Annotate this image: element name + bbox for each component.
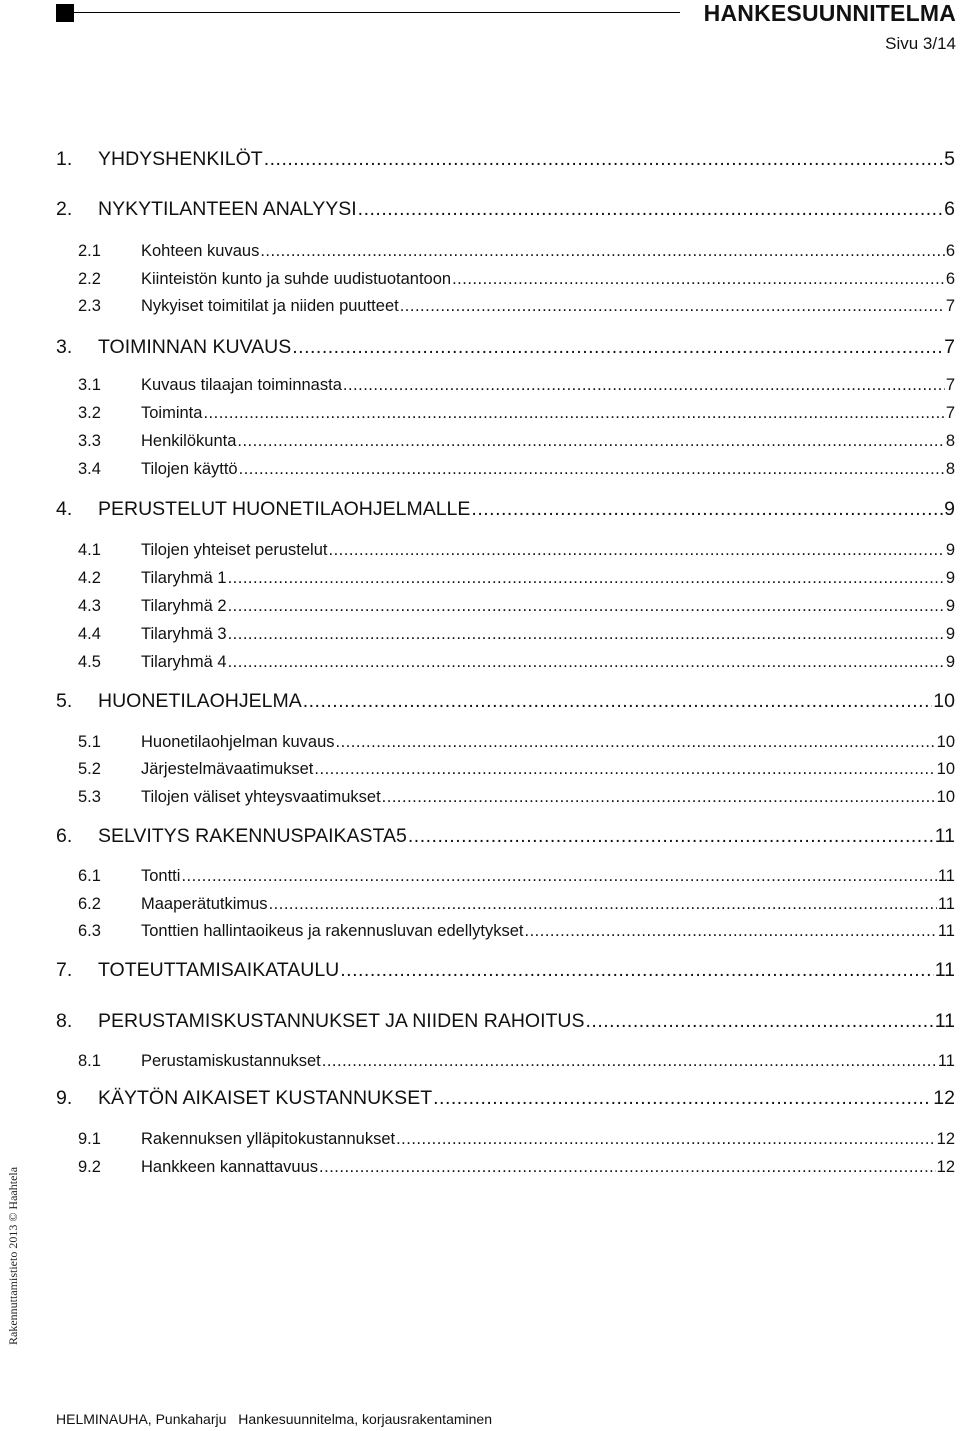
toc-entry-title: Tontti: [141, 867, 181, 885]
toc-entry-title: HUONETILAOHJELMA: [98, 690, 302, 712]
toc-entry-number: 3.: [56, 336, 73, 358]
toc-dot-leader: [314, 760, 935, 779]
toc-entry-number: 8.: [56, 1010, 73, 1032]
toc-entry-number: 9.: [56, 1087, 73, 1109]
toc-dot-leader: [303, 690, 933, 713]
toc-entry-number: 6.: [56, 825, 73, 847]
toc-entry-number: 3.2: [78, 404, 101, 422]
toc-entry-title: Tilojen yhteiset perustelut: [141, 541, 328, 559]
toc-dot-leader: [228, 653, 945, 672]
toc-dot-leader: [452, 270, 945, 289]
toc-dot-leader: [358, 198, 943, 221]
toc-dot-leader: [319, 1158, 936, 1177]
toc-entry[interactable]: [0, 788, 955, 807]
toc-dot-leader: [329, 541, 945, 560]
toc-dot-leader: [264, 148, 943, 171]
toc-dot-leader: [343, 376, 945, 395]
toc-entry[interactable]: [0, 959, 955, 982]
toc-entry-title: Tilaryhmä 4: [141, 653, 227, 671]
toc-entry-page: 9: [945, 625, 955, 643]
toc-entry-number: 5.1: [78, 733, 101, 751]
toc-entry-page: 8: [945, 460, 955, 478]
toc-dot-leader: [203, 404, 944, 423]
toc-entry-page: 10: [936, 760, 955, 778]
toc-entry-page: 9: [945, 653, 955, 671]
toc-entry-page: 7: [945, 297, 955, 315]
toc-entry-title: Tilaryhmä 1: [141, 569, 227, 587]
toc-entry-page: 6: [945, 242, 955, 260]
toc-entry-number: 2.2: [78, 270, 101, 288]
toc-entry-title: TOIMINNAN KUVAUS: [98, 336, 292, 358]
toc-entry-page: 6: [944, 198, 955, 220]
toc-entry[interactable]: [0, 1130, 955, 1149]
toc-entry-page: 12: [936, 1130, 955, 1148]
toc-entry-number: 5.2: [78, 760, 101, 778]
toc-entry-number: 1.: [56, 148, 73, 170]
toc-entry-number: 4.5: [78, 653, 101, 671]
toc-dot-leader: [237, 432, 944, 451]
toc-entry-title: Huonetilaohjelman kuvaus: [141, 733, 335, 751]
toc-entry-title: Tilaryhmä 2: [141, 597, 227, 615]
toc-dot-leader: [228, 597, 945, 616]
toc-entry-title: Tilaryhmä 3: [141, 625, 227, 643]
toc-entry-title: Henkilökunta: [141, 432, 237, 450]
toc-entry[interactable]: [0, 569, 955, 588]
toc-dot-leader: [471, 498, 943, 521]
toc-entry[interactable]: [0, 690, 955, 713]
page-number: Sivu 3/14: [885, 34, 956, 53]
toc-dot-leader: [269, 895, 937, 914]
toc-entry-title: KÄYTÖN AIKAISET KUSTANNUKSET: [98, 1087, 433, 1109]
toc-entry-title: Järjestelmävaatimukset: [141, 760, 314, 778]
footer-document: Hankesuunnitelma, korjausrakentaminen: [238, 1411, 492, 1427]
toc-entry-number: 9.2: [78, 1158, 101, 1176]
toc-entry-page: 11: [934, 1010, 955, 1032]
toc-entry[interactable]: [0, 432, 955, 451]
toc-entry-title: NYKYTILANTEEN ANALYYSI: [98, 198, 357, 220]
toc-entry-number: 9.1: [78, 1130, 101, 1148]
toc-dot-leader: [239, 460, 945, 479]
toc-dot-leader: [382, 788, 936, 807]
toc-entry[interactable]: [0, 867, 955, 886]
toc-dot-leader: [228, 625, 945, 644]
toc-dot-leader: [292, 336, 943, 359]
toc-dot-leader: [228, 569, 945, 588]
toc-entry-page: 9: [945, 569, 955, 587]
toc-entry[interactable]: [0, 597, 955, 616]
toc-entry[interactable]: [0, 404, 955, 423]
toc-entry-number: 3.4: [78, 460, 101, 478]
toc-entry-number: 4.2: [78, 569, 101, 587]
toc-entry[interactable]: [0, 1010, 955, 1033]
toc-entry-page: 11: [937, 922, 955, 940]
toc-entry-page: 11: [937, 1052, 955, 1070]
toc-entry-page: 6: [945, 270, 955, 288]
toc-entry-title: TOTEUTTAMISAIKATAULU: [98, 959, 340, 981]
toc-entry-number: 7.: [56, 959, 73, 981]
toc-dot-leader: [260, 242, 944, 261]
toc-dot-leader: [340, 959, 934, 982]
toc-entry-number: 3.1: [78, 376, 101, 394]
toc-entry-title: Kuvaus tilaajan toiminnasta: [141, 376, 342, 394]
toc-entry-number: 6.2: [78, 895, 101, 913]
toc-entry-number: 6.1: [78, 867, 101, 885]
toc-entry[interactable]: [0, 825, 955, 848]
toc-entry-page: 7: [945, 376, 955, 394]
toc-entry-title: Maaperätutkimus: [141, 895, 268, 913]
toc-entry-page: 9: [944, 498, 955, 520]
toc-entry-title: Hankkeen kannattavuus: [141, 1158, 319, 1176]
toc-entry-title: Tilojen käyttö: [141, 460, 238, 478]
toc-entry-page: 12: [933, 1087, 955, 1109]
toc-entry[interactable]: [0, 541, 955, 560]
toc-entry-page: 7: [945, 404, 955, 422]
toc-entry-page: 10: [936, 788, 955, 806]
toc-entry[interactable]: [0, 895, 955, 914]
toc-entry[interactable]: [0, 1087, 955, 1110]
toc-entry[interactable]: [0, 242, 955, 261]
toc-entry[interactable]: [0, 760, 955, 779]
toc-dot-leader: [408, 825, 934, 848]
toc-entry-title: Perustamiskustannukset: [141, 1052, 321, 1070]
toc-entry-page: 10: [933, 690, 955, 712]
toc-entry-page: 11: [934, 825, 955, 847]
toc-entry-number: 2.1: [78, 242, 101, 260]
toc-entry-title: Rakennuksen ylläpitokustannukset: [141, 1130, 396, 1148]
toc-entry[interactable]: [0, 1052, 955, 1071]
toc-entry[interactable]: [0, 922, 955, 941]
toc-entry-number: 8.1: [78, 1052, 101, 1070]
toc-entry-title: Toiminta: [141, 404, 203, 422]
toc-entry[interactable]: [0, 297, 955, 316]
toc-dot-leader: [181, 867, 936, 886]
header-title: HANKESUUNNITELMA: [703, 0, 956, 26]
toc-entry-title: Tonttien hallintaoikeus ja rakennusluvan edellytykset: [141, 922, 524, 940]
toc-entry-page: 10: [936, 733, 955, 751]
toc-entry-number: 2.: [56, 198, 73, 220]
toc-entry-title: Kiinteistön kunto ja suhde uudistuotantoon: [141, 270, 452, 288]
toc-entry[interactable]: [0, 460, 955, 479]
toc-entry-page: 11: [937, 867, 955, 885]
toc-entry-page: 8: [945, 432, 955, 450]
toc-entry[interactable]: [0, 270, 955, 289]
toc-entry-page: 7: [944, 336, 955, 358]
toc-entry-number: 5.: [56, 690, 73, 712]
toc-entry-number: 3.3: [78, 432, 101, 450]
toc-entry[interactable]: [0, 376, 955, 395]
toc-entry[interactable]: [0, 733, 955, 752]
side-copyright-note: Rakennuttamistieto 2013 © Haahtela: [6, 1166, 20, 1345]
toc-entry-title: Tilojen väliset yhteysvaatimukset: [141, 788, 381, 806]
toc-dot-leader: [400, 297, 945, 316]
toc-entry-page: 12: [936, 1158, 955, 1176]
toc-entry-number: 6.3: [78, 922, 101, 940]
toc-dot-leader: [396, 1130, 936, 1149]
toc-entry-title: SELVITYS RAKENNUSPAIKASTA5: [98, 825, 407, 847]
toc-entry-title: PERUSTAMISKUSTANNUKSET JA NIIDEN RAHOITUS: [98, 1010, 585, 1032]
toc-dot-leader: [336, 733, 936, 752]
toc-entry[interactable]: [0, 625, 955, 644]
toc-entry-number: 5.3: [78, 788, 101, 806]
toc-entry-title: YHDYSHENKILÖT: [98, 148, 263, 170]
toc-entry-page: 9: [945, 541, 955, 559]
toc-entry-number: 4.4: [78, 625, 101, 643]
toc-dot-leader: [322, 1052, 937, 1071]
footer-project: HELMINAUHA, Punkaharju: [56, 1411, 227, 1427]
toc-entry[interactable]: [0, 148, 955, 171]
toc-dot-leader: [586, 1010, 934, 1033]
toc-entry-title: Kohteen kuvaus: [141, 242, 260, 260]
toc-entry[interactable]: [0, 653, 955, 672]
toc-entry-page: 9: [945, 597, 955, 615]
toc-dot-leader: [524, 922, 936, 941]
toc-entry[interactable]: [0, 198, 955, 221]
toc-dot-leader: [433, 1087, 932, 1110]
toc-entry-title: Nykyiset toimitilat ja niiden puutteet: [141, 297, 399, 315]
toc-entry[interactable]: [0, 1158, 955, 1177]
toc-entry-number: 4.: [56, 498, 73, 520]
toc-entry-title: PERUSTELUT HUONETILAOHJELMALLE: [98, 498, 471, 520]
toc-entry-page: 11: [934, 959, 955, 981]
toc-entry[interactable]: [0, 498, 955, 521]
toc-entry-number: 4.3: [78, 597, 101, 615]
toc-entry[interactable]: [0, 336, 955, 359]
toc-entry-page: 11: [937, 895, 955, 913]
toc-entry-number: 4.1: [78, 541, 101, 559]
toc-entry-number: 2.3: [78, 297, 101, 315]
footer: [56, 1411, 492, 1427]
toc-entry-page: 5: [944, 148, 955, 170]
